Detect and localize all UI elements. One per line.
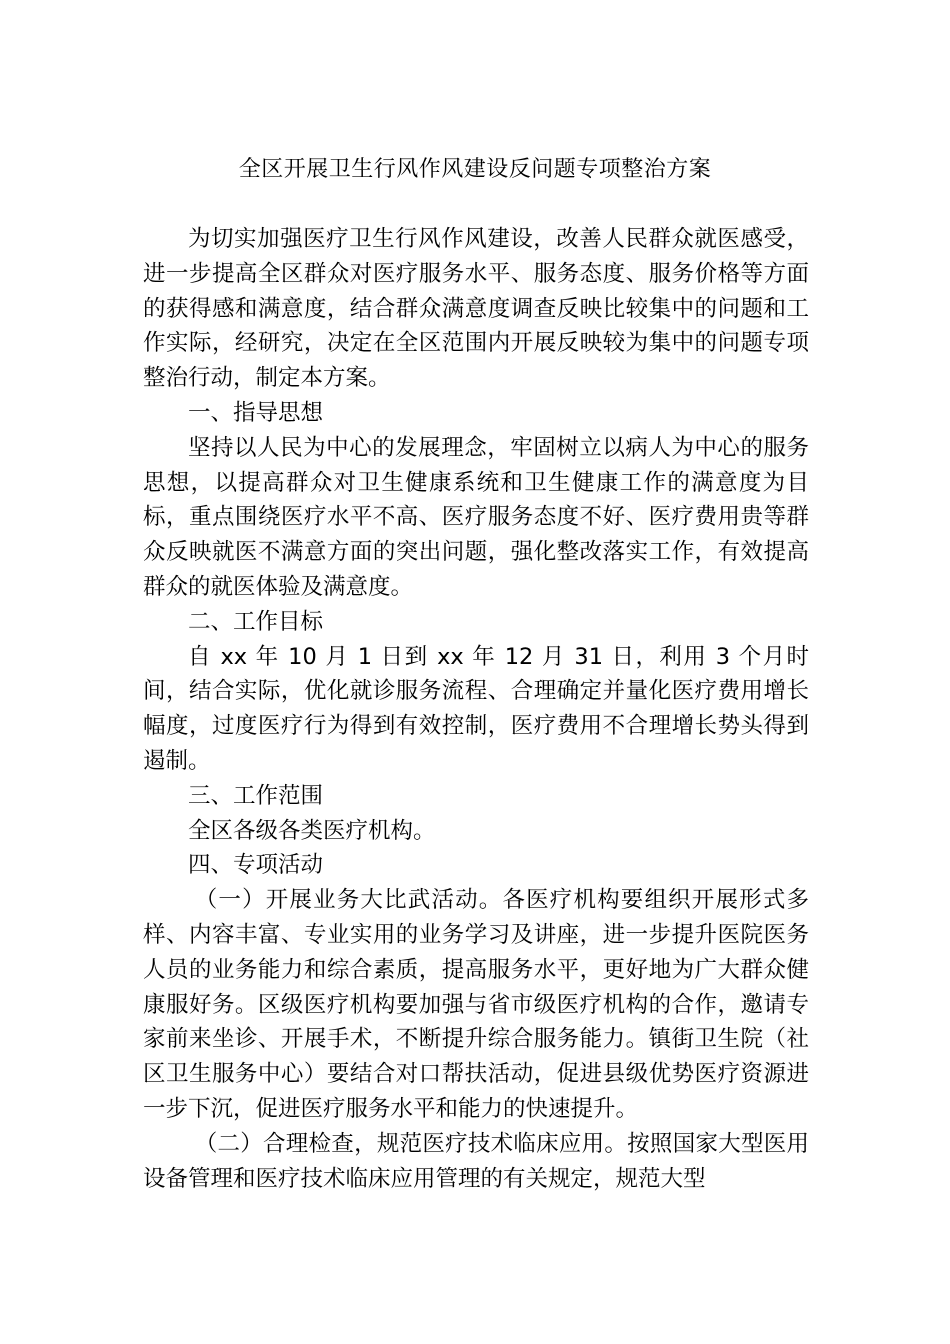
intro-paragraph: 为切实加强医疗卫生行风作风建设，改善人民群众就医感受，进一步提高全区群众对医疗服务水平、服务态度、服务价格等方面的获得感和满意度，结合群众满意度调查反映比较集中的问题和工作实际，经研究，决定在全区范围内开展反映较为集中的问题专项整治行动，制定本方案。 [143,226,809,392]
activity-item-1: （一）开展业务大比武活动。各医疗机构要组织开展形式多样、内容丰富、专业实用的业务学习及讲座，进一步提升医院医务人员的业务能力和综合素质，提高服务水平，更好地为广大群众健康服好务。区级医疗机构要加强与省市级医疗机构的合作，邀请专家前来坐诊、开展手术，不断提升综合服务能力。镇街卫生院（社区卫生服务中心）要结合对口帮扶活动，促进县级优势医疗资源进一步下沉，促进医疗服务水平和能力的快速提升。 [143,887,809,1122]
section-heading-special-activities: 四、专项活动 [188,852,324,879]
document-body [143,222,809,1196]
activity-item-2: （二）合理检查，规范医疗技术临床应用。按照国家大型医用设备管理和医疗技术临床应用管理的有关规定，规范大型 [143,1130,809,1192]
section-heading-guiding-ideology: 一、指导思想 [188,399,324,426]
section-text-work-scope: 全区各级各类医疗机构。 [188,817,436,844]
section-text-guiding-ideology: 坚持以人民为中心的发展理念，牢固树立以病人为中心的服务思想，以提高群众对卫生健康系统和卫生健康工作的满意度为目标，重点围绕医疗水平不高、医疗服务态度不好、医疗费用贵等群众反映就医不满意方面的突出问题，强化整改落实工作，有效提高群众的就医体验及满意度。 [143,434,809,600]
section-heading-work-goals: 二、工作目标 [188,608,324,635]
document-title: 全区开展卫生行风作风建设反问题专项整治方案 [238,157,712,182]
section-text-work-goals: 自 xx 年 10 月 1 日到 xx 年 12 月 31 日，利用 3 个月时间，结合实际，优化就诊服务流程、合理确定并量化医疗费用增长幅度，过度医疗行为得到有效控制，医疗费用不合理增长势头得到遏制。 [143,643,809,774]
section-heading-work-scope: 三、工作范围 [188,782,324,809]
